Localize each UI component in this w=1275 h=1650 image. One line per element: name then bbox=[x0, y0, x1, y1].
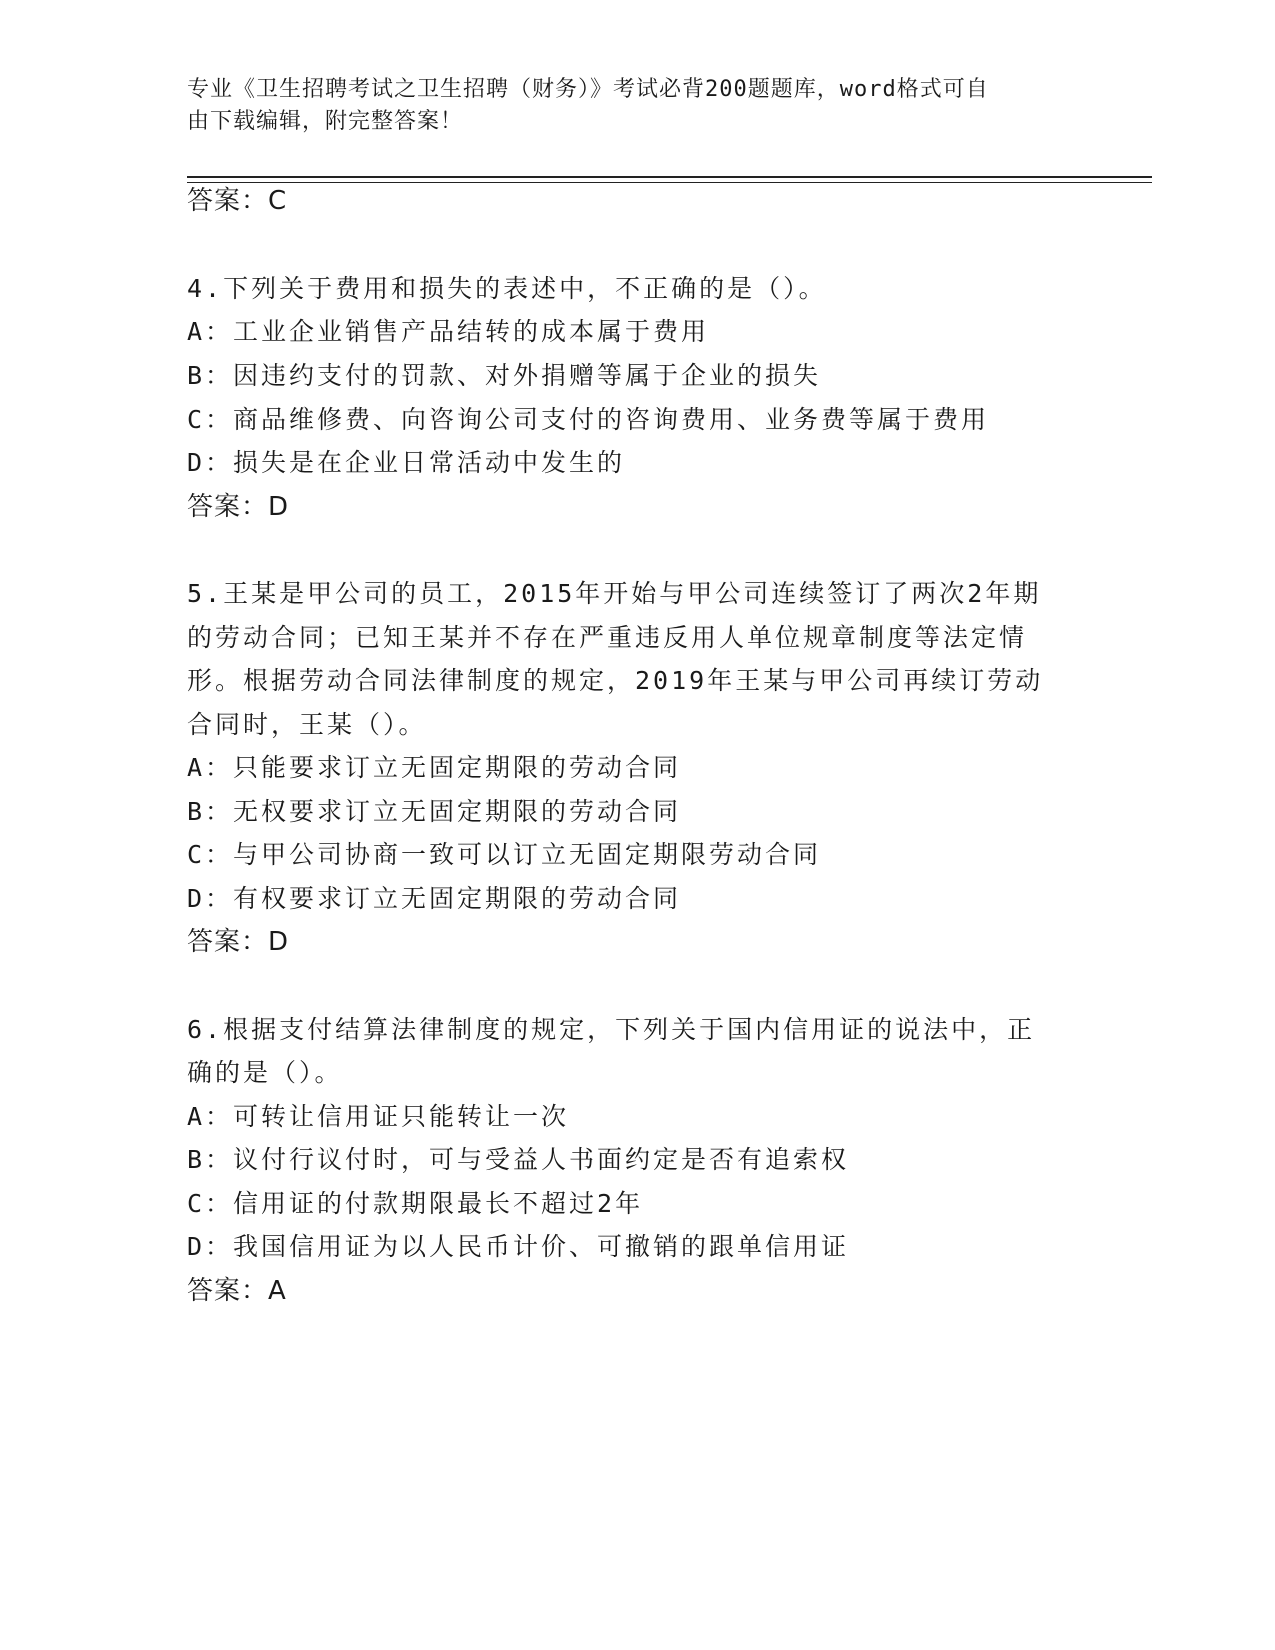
q6-stem-line-1: 6.根据支付结算法律制度的规定，下列关于国内信用证的说法中，正 bbox=[187, 1015, 1036, 1044]
header-line-1: 专业《卫生招聘考试之卫生招聘（财务）》考试必背200题题库，word格式可自 bbox=[187, 77, 989, 102]
q5-stem-line-3: 形。根据劳动合同法律制度的规定，2019年王某与甲公司再续订劳动 bbox=[187, 666, 1044, 695]
q6-option-a: A：可转让信用证只能转让一次 bbox=[187, 1102, 570, 1131]
q5-option-d: D：有权要求订立无固定期限的劳动合同 bbox=[187, 884, 682, 913]
q6-option-c: C：信用证的付款期限最长不超过2年 bbox=[187, 1189, 644, 1218]
q4-option-d: D：损失是在企业日常活动中发生的 bbox=[187, 448, 626, 477]
q4-stem: 4.下列关于费用和损失的表述中，不正确的是（）。 bbox=[187, 274, 827, 303]
header-line-2: 由下载编辑，附完整答案！ bbox=[187, 109, 464, 134]
q5-option-c: C：与甲公司协商一致可以订立无固定期限劳动合同 bbox=[187, 840, 822, 869]
q6-option-b: B：议付行议付时，可与受益人书面约定是否有追索权 bbox=[187, 1145, 850, 1174]
q5-stem-line-2: 的劳动合同；已知王某并不存在严重违反用人单位规章制度等法定情 bbox=[187, 623, 1028, 652]
q4-answer: 答案：D bbox=[187, 492, 290, 522]
q6-answer: 答案：A bbox=[187, 1276, 287, 1306]
q5-answer: 答案：D bbox=[187, 927, 290, 957]
document-header bbox=[187, 74, 1067, 138]
q6-stem-line-2: 确的是（）。 bbox=[187, 1058, 343, 1087]
q5-option-b: B：无权要求订立无固定期限的劳动合同 bbox=[187, 797, 682, 826]
header-divider-thick bbox=[187, 176, 1152, 178]
q5-option-a: A：只能要求订立无固定期限的劳动合同 bbox=[187, 753, 682, 782]
q5-stem-line-1: 5.王某是甲公司的员工，2015年开始与甲公司连续签订了两次2年期 bbox=[187, 579, 1042, 608]
q6-option-d: D：我国信用证为以人民币计价、可撤销的跟单信用证 bbox=[187, 1232, 850, 1261]
q3-answer: 答案：C bbox=[187, 186, 288, 216]
q4-option-b: B：因违约支付的罚款、对外捐赠等属于企业的损失 bbox=[187, 361, 822, 390]
q4-option-a: A：工业企业销售产品结转的成本属于费用 bbox=[187, 317, 710, 346]
header-divider-thin bbox=[187, 182, 1152, 183]
q5-stem-line-4: 合同时，王某（）。 bbox=[187, 710, 427, 739]
q4-option-c: C：商品维修费、向咨询公司支付的咨询费用、业务费等属于费用 bbox=[187, 405, 990, 434]
